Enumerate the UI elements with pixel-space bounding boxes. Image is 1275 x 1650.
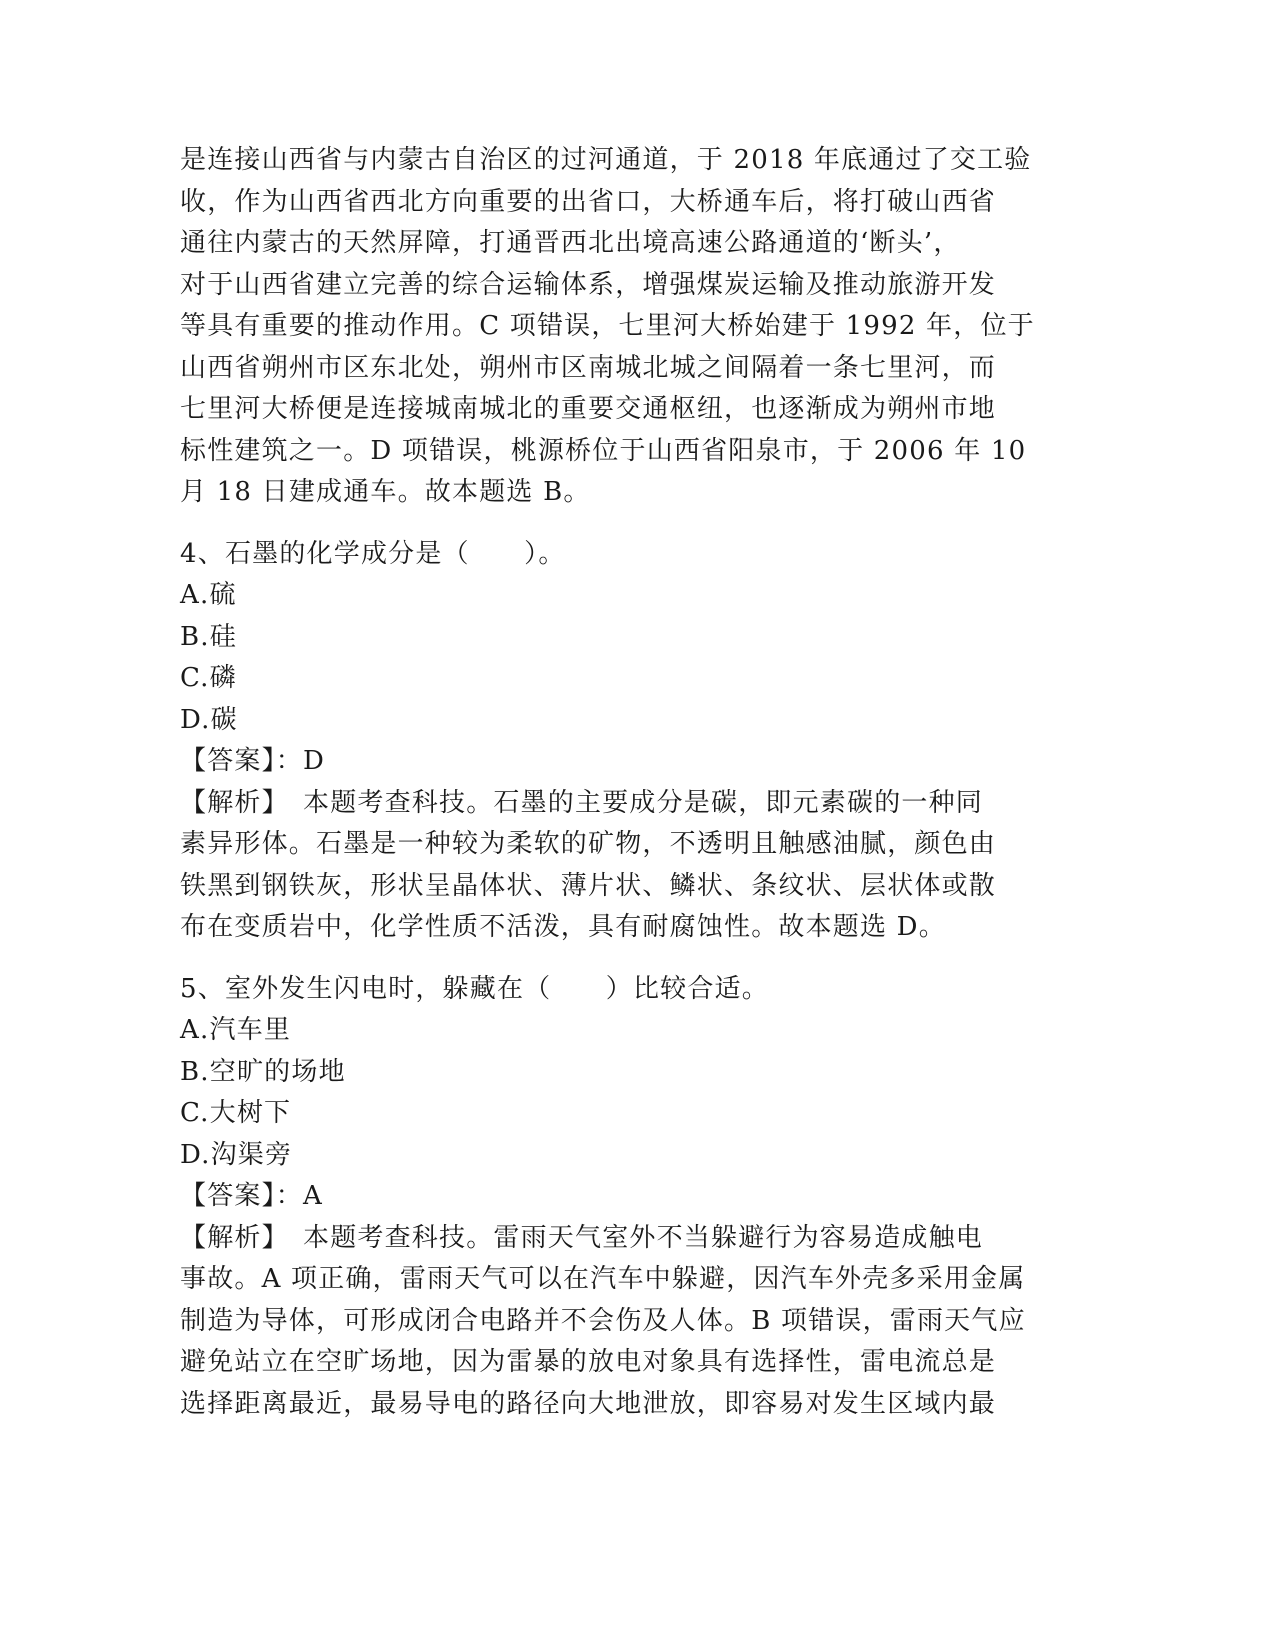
option-a: A.硫 bbox=[180, 580, 237, 610]
paragraph-line: 月 18 日建成通车。故本题选 B。 bbox=[180, 477, 591, 507]
paragraph-line: 山西省朔州市区东北处，朔州市区南城北城之间隔着一条七里河，而 bbox=[180, 352, 997, 383]
previous-explanation bbox=[180, 140, 1050, 514]
paragraph-line: 七里河大桥便是连接城南城北的重要交通枢纽，也逐渐成为朔州市地 bbox=[180, 394, 997, 424]
explanation-line: 选择距离最近，最易导电的路径向大地泄放，即容易对发生区域内最 bbox=[180, 1388, 997, 1419]
spacer bbox=[180, 949, 1050, 969]
paragraph-line: 标性建筑之一。D 项错误，桃源桥位于山西省阳泉市，于 2006 年 10 bbox=[180, 435, 1027, 466]
option-b: B.空旷的场地 bbox=[180, 1056, 346, 1087]
explanation-line: 布在变质岩中，化学性质不活泼，具有耐腐蚀性。故本题选 D。 bbox=[180, 912, 946, 942]
paragraph-line: 等具有重要的推动作用。C 项错误，七里河大桥始建于 1992 年，位于 bbox=[180, 311, 1035, 341]
explanation-line: 制造为导体，可形成闭合电路并不会伤及人体。B 项错误，雷雨天气应 bbox=[180, 1305, 1026, 1336]
option-c: C.磷 bbox=[180, 663, 237, 693]
question-stem: 4、石墨的化学成分是（ ）。 bbox=[180, 538, 566, 569]
explanation-line: 事故。A 项正确，雷雨天气可以在汽车中躲避，因汽车外壳多采用金属 bbox=[180, 1264, 1026, 1294]
question-5 bbox=[180, 969, 1050, 1426]
explanation-line: 素异形体。石墨是一种较为柔软的矿物，不透明且触感油腻，颜色由 bbox=[180, 829, 997, 859]
explanation-line: 避免站立在空旷场地，因为雷暴的放电对象具有选择性，雷电流总是 bbox=[180, 1347, 997, 1377]
document-page bbox=[180, 140, 1050, 1425]
paragraph-line: 对于山西省建立完善的综合运输体系，增强煤炭运输及推动旅游开发 bbox=[180, 269, 997, 300]
paragraph-line: 通往内蒙古的天然屏障，打通晋西北出境高速公路通道的‘断头’， bbox=[180, 228, 961, 258]
option-c: C.大树下 bbox=[180, 1098, 292, 1128]
spacer bbox=[180, 514, 1050, 534]
paragraph-line: 是连接山西省与内蒙古自治区的过河通道，于 2018 年底通过了交工验 bbox=[180, 145, 1032, 175]
option-a: A.汽车里 bbox=[180, 1015, 292, 1045]
answer: 【答案】：A bbox=[180, 1181, 323, 1211]
explanation-line: 【解析】 本题考查科技。石墨的主要成分是碳，即元素碳的一种同 bbox=[180, 787, 984, 818]
explanation-line: 【解析】 本题考查科技。雷雨天气室外不当躲避行为容易造成触电 bbox=[180, 1222, 984, 1253]
option-b: B.硅 bbox=[180, 621, 237, 652]
option-d: D.沟渠旁 bbox=[180, 1139, 293, 1170]
explanation-line: 铁黑到钢铁灰，形状呈晶体状、薄片状、鳞状、条纹状、层状体或散 bbox=[180, 870, 997, 901]
question-4 bbox=[180, 534, 1050, 949]
paragraph-line: 收，作为山西省西北方向重要的出省口，大桥通车后，将打破山西省 bbox=[180, 186, 997, 217]
answer: 【答案】：D bbox=[180, 746, 326, 776]
question-stem: 5、室外发生闪电时，躲藏在（ ）比较合适。 bbox=[180, 973, 769, 1004]
option-d: D.碳 bbox=[180, 704, 238, 735]
